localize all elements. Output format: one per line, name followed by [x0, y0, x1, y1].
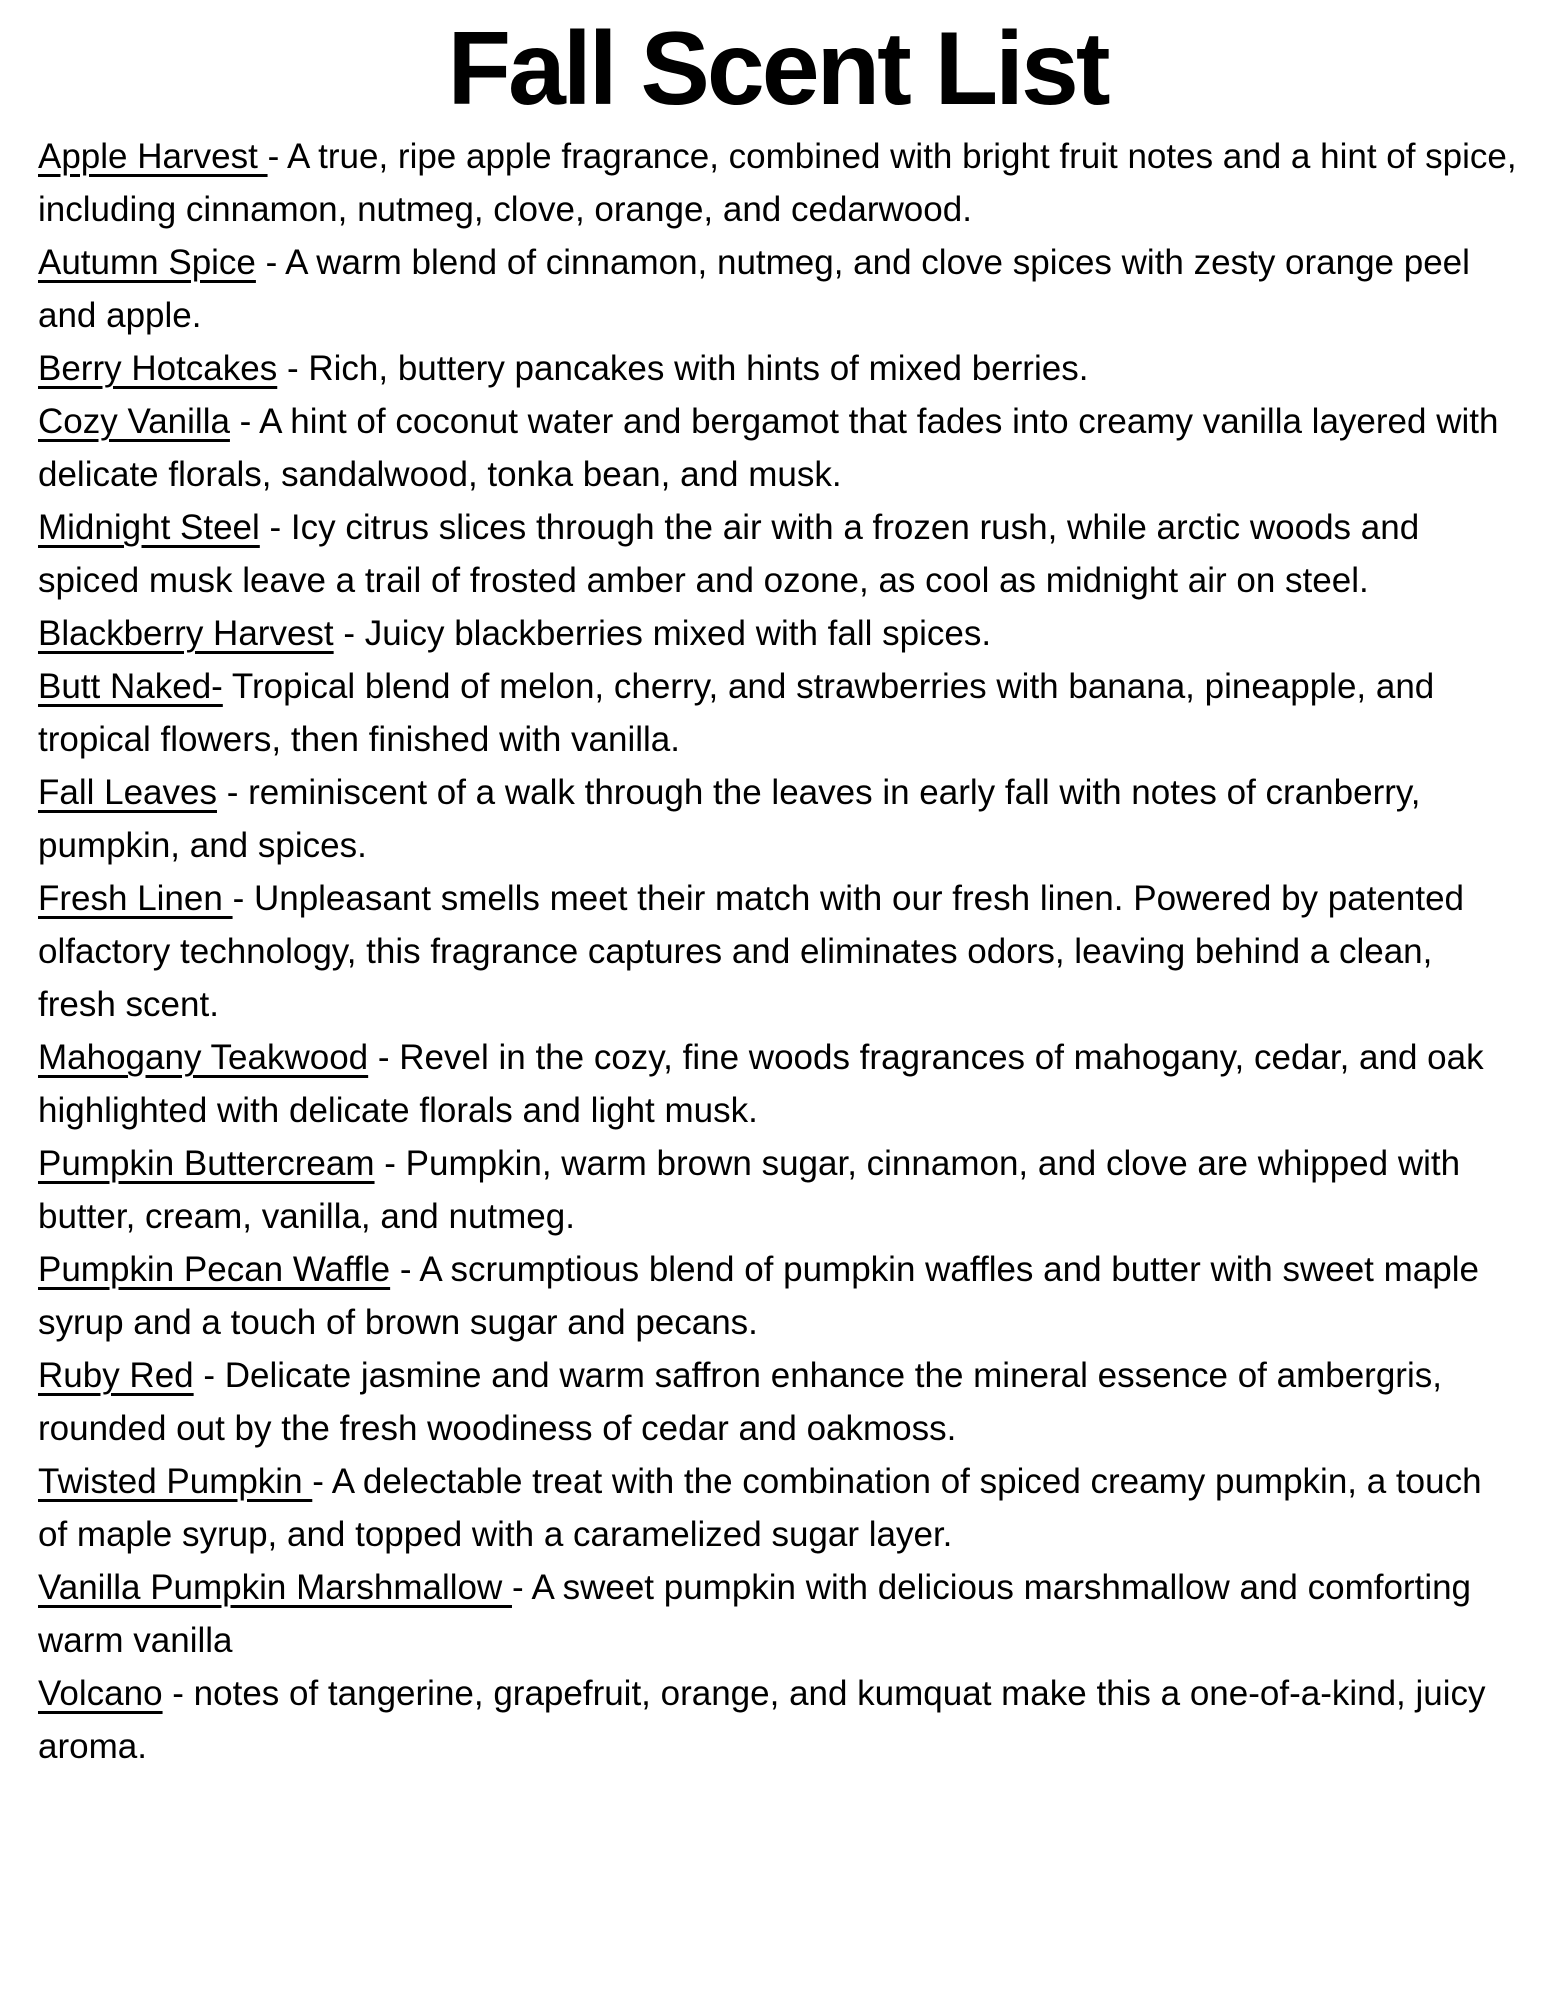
scent-name: Pumpkin Pecan Waffle [38, 1250, 391, 1290]
scent-description: Tropical blend of melon, cherry, and strawberries with banana, pineapple, and tropical flowers, then finished with vanilla. [38, 667, 1435, 760]
scent-separator: - [162, 1674, 194, 1714]
scent-separator: - [193, 1356, 225, 1396]
scent-name: Pumpkin Buttercream [38, 1144, 375, 1184]
scent-name: Mahogany Teakwood [38, 1038, 369, 1078]
scent-separator: - [277, 349, 309, 389]
scent-name: Apple Harvest [38, 137, 268, 177]
scent-description: Revel in the cozy, fine woods fragrances of mahogany, cedar, and oak highlighted with delicate florals and light musk. [38, 1038, 1484, 1131]
scent-description: Rich, buttery pancakes with hints of mixed berries. [308, 349, 1089, 389]
scent-separator: - [267, 137, 288, 177]
scent-item [38, 501, 1517, 607]
scent-separator: - [229, 402, 260, 442]
scent-item [38, 342, 1517, 395]
scent-name: Twisted Pumpkin [38, 1462, 313, 1502]
scent-description: Pumpkin, warm brown sugar, cinnamon, and clove are whipped with butter, cream, vanilla, and nutmeg. [38, 1144, 1461, 1237]
scent-name: Autumn Spice [38, 243, 256, 283]
scent-item [38, 130, 1517, 236]
scent-separator: - [374, 1144, 406, 1184]
scent-separator: - [333, 614, 365, 654]
scent-description: A hint of coconut water and bergamot that fades into creamy vanilla layered with delicate florals, sandalwood, tonka bean, and musk. [38, 402, 1499, 495]
scent-description: A scrumptious blend of pumpkin waffles and butter with sweet maple syrup and a touch of brown sugar and pecans. [38, 1250, 1479, 1343]
scent-separator [223, 667, 232, 706]
scent-name: Volcano [38, 1674, 163, 1714]
scent-separator: - [232, 879, 254, 919]
scent-item [38, 1561, 1517, 1667]
scent-separator: - [216, 773, 249, 813]
scent-item [38, 660, 1517, 766]
scent-description: notes of tangerine, grapefruit, orange, and kumquat make this a one-of-a-kind, juicy aroma. [38, 1674, 1486, 1767]
scent-name: Berry Hotcakes [38, 349, 278, 389]
scent-item [38, 395, 1517, 501]
scent-item [38, 236, 1517, 342]
scent-separator: - [312, 1462, 332, 1502]
scent-separator: - [390, 1250, 420, 1290]
scent-item [38, 607, 1517, 660]
scent-item [38, 1137, 1517, 1243]
scent-name: Midnight Steel [38, 508, 260, 548]
scent-description: A true, ripe apple fragrance, combined with bright fruit notes and a hint of spice, including cinnamon, nutmeg, clove, orange, and cedarwood. [38, 137, 1517, 230]
scent-name: Ruby Red [38, 1356, 194, 1396]
scent-separator: - [255, 243, 286, 283]
page-title: Fall Scent List [447, 11, 1108, 127]
scent-item [38, 1667, 1517, 1773]
scent-description: Icy citrus slices through the air with a frozen rush, while arctic woods and spiced musk leave a trail of frosted amber and ozone, as cool as midnight air on steel. [38, 508, 1420, 601]
scent-name: Vanilla Pumpkin Marshmallow [38, 1568, 512, 1608]
scent-name: Fall Leaves [38, 773, 217, 813]
scent-description: A delectable treat with the combination of spiced creamy pumpkin, a touch of maple syrup, and topped with a caramelized sugar layer. [38, 1462, 1482, 1555]
scent-item [38, 1349, 1517, 1455]
scent-description: A warm blend of cinnamon, nutmeg, and clove spices with zesty orange peel and apple. [38, 243, 1470, 336]
scent-item [38, 1455, 1517, 1561]
scent-description: reminiscent of a walk through the leaves in early fall with notes of cranberry, pumpkin, and spices. [38, 773, 1421, 866]
scent-name: Fresh Linen [38, 879, 233, 919]
scent-item [38, 1243, 1517, 1349]
scent-separator: - [511, 1568, 532, 1608]
scent-separator: - [259, 508, 291, 548]
scent-description: Unpleasant smells meet their match with our fresh linen. Powered by patented olfactory technology, this fragrance captures and eliminates odors, leaving behind a clean, fresh scent. [38, 879, 1465, 1025]
scent-name: Cozy Vanilla [38, 402, 230, 442]
scent-description: Juicy blackberries mixed with fall spices. [364, 614, 992, 654]
scent-item [38, 766, 1517, 872]
scent-name: Blackberry Harvest [38, 614, 334, 654]
scent-name: Butt Naked- [38, 667, 223, 707]
scent-description: A sweet pumpkin with delicious marshmallow and comforting warm vanilla [38, 1568, 1472, 1661]
scent-item [38, 872, 1517, 1031]
scent-description: Delicate jasmine and warm saffron enhance the mineral essence of ambergris, rounded out by the fresh woodiness of cedar and oakmoss. [38, 1356, 1442, 1449]
scent-list [38, 130, 1517, 1773]
scent-item [38, 1031, 1517, 1137]
scent-separator: - [368, 1038, 400, 1078]
